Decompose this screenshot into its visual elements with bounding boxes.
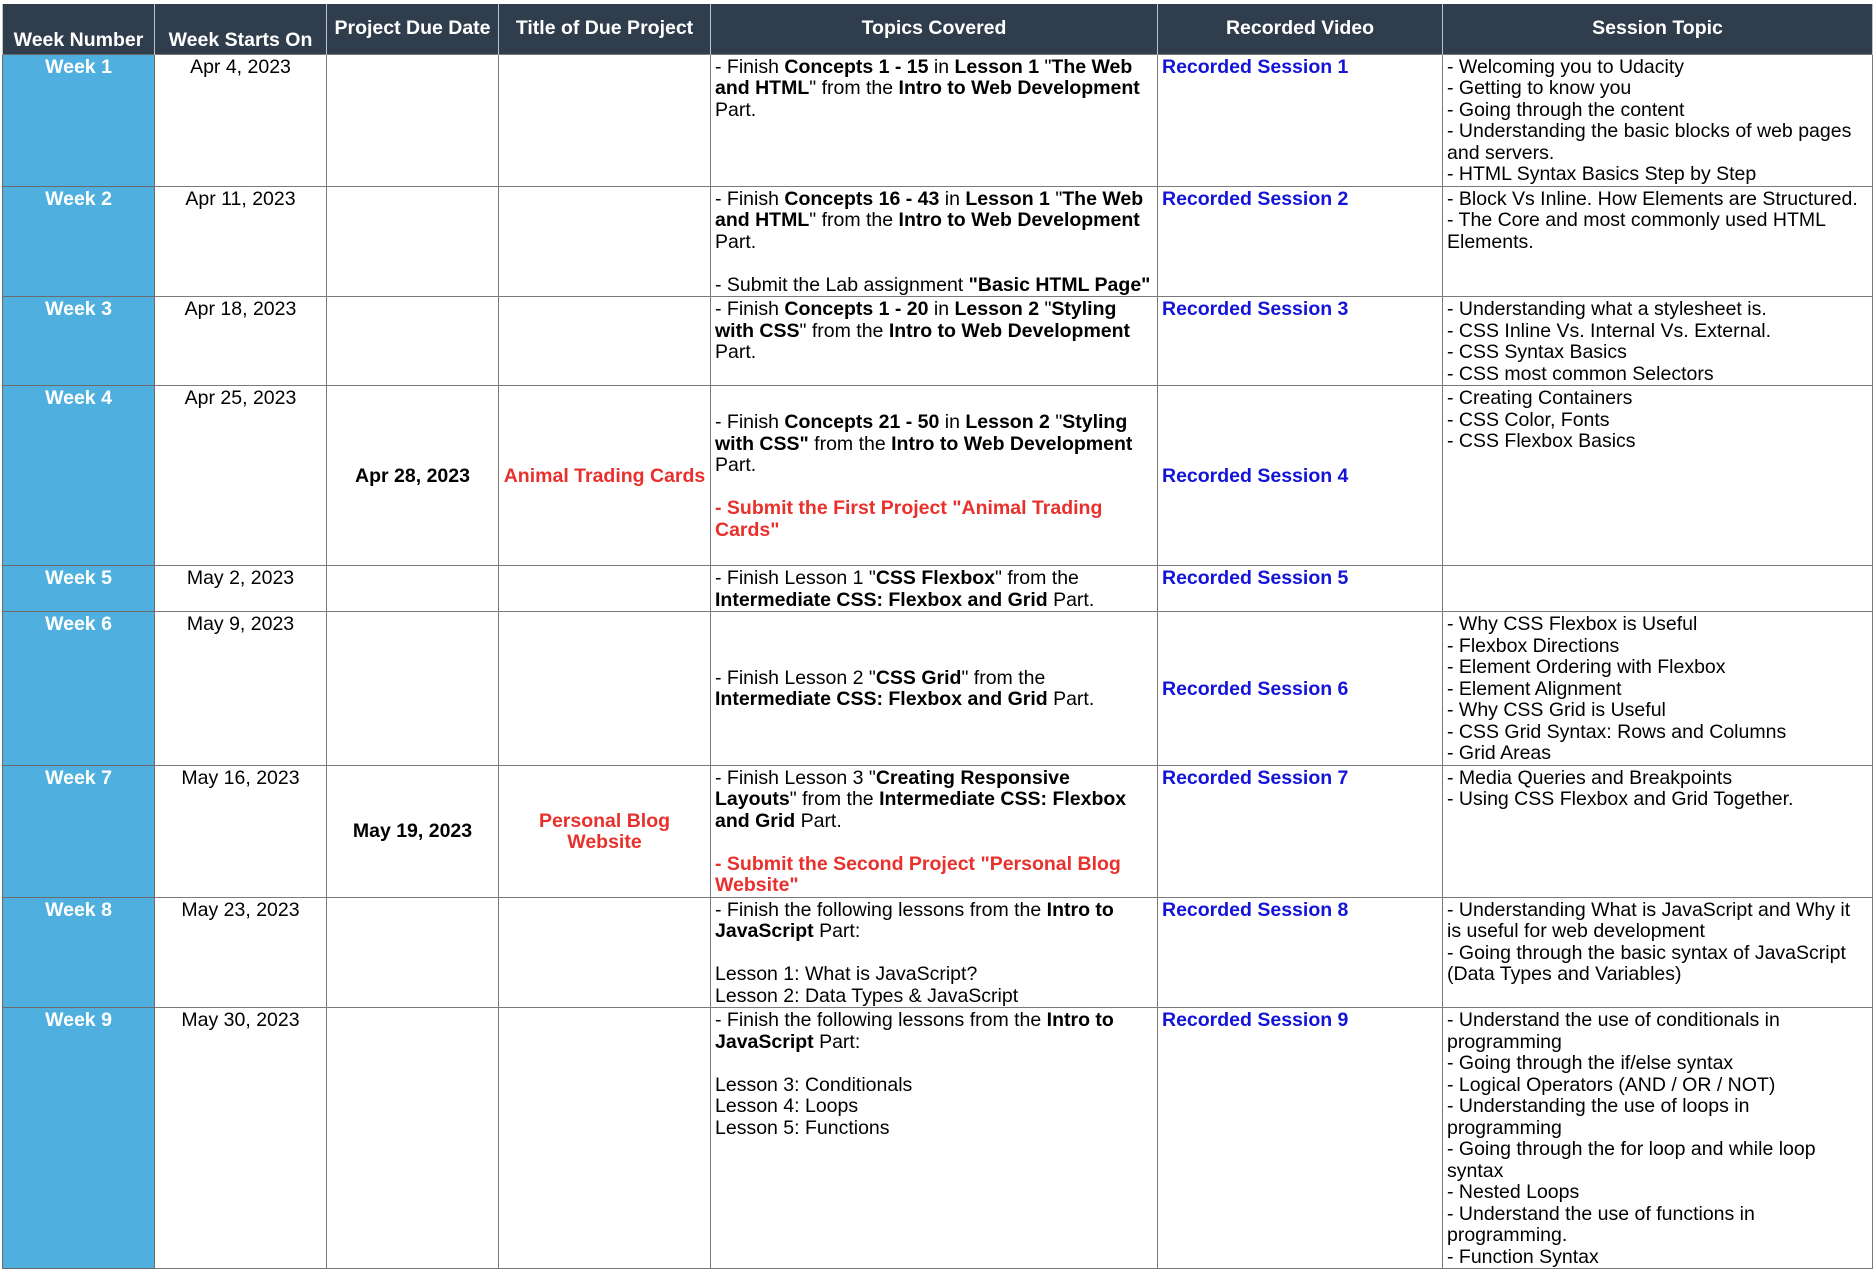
topic-text: - Submit the Lab assignment <box>715 273 969 296</box>
session-topic-item: - Function Syntax <box>1447 1245 1599 1268</box>
topic-line <box>715 1075 1153 1097</box>
week-number-cell[interactable] <box>3 297 155 386</box>
week-number-cell[interactable] <box>3 386 155 566</box>
blank-line <box>715 943 1153 965</box>
project-title-cell[interactable] <box>499 612 711 766</box>
recorded-session-link[interactable]: Recorded Session 3 <box>1162 298 1349 320</box>
header-session-topic[interactable]: Session Topic <box>1443 4 1873 54</box>
topic-text: Concepts 16 - 43 <box>784 187 940 210</box>
project-title-cell[interactable] <box>499 297 711 386</box>
session-topic-item: - Element Alignment <box>1447 677 1622 700</box>
topics-covered-cell[interactable] <box>711 1008 1158 1269</box>
topic-line <box>715 900 1153 943</box>
project-due-date-cell[interactable] <box>327 54 499 186</box>
topic-text: - Submit the Second Project "Personal Blog Website" <box>715 852 1121 896</box>
week-number-cell[interactable] <box>3 612 155 766</box>
topic-text: Intermediate CSS: Flexbox and Grid <box>715 688 1048 711</box>
session-topic-item: - HTML Syntax Basics Step by Step <box>1447 163 1757 185</box>
session-topic-item: - CSS Syntax Basics <box>1447 341 1627 363</box>
session-topic-cell[interactable] <box>1443 897 1873 1008</box>
topic-text: - Finish Lesson 3 " <box>715 766 876 789</box>
topics-covered-cell[interactable] <box>711 897 1158 1008</box>
recorded-video-cell[interactable] <box>1158 54 1443 186</box>
topic-text: - Finish Lesson 1 " <box>715 567 876 589</box>
week-start-date: May 23, 2023 <box>181 898 300 921</box>
week-start-cell[interactable] <box>155 897 327 1008</box>
topic-line <box>715 412 1153 477</box>
topic-text: Intermediate CSS: Flexbox and Grid <box>715 788 1127 832</box>
topic-text: in <box>939 411 966 433</box>
week-label: Week 3 <box>45 298 112 320</box>
topic-text: " from the <box>809 209 899 231</box>
topic-text: The Web and HTML <box>715 187 1144 231</box>
topic-text: Intro to JavaScript <box>715 1009 1114 1053</box>
header-title-of-due-project[interactable]: Title of Due Project <box>499 4 711 54</box>
session-topic-cell[interactable] <box>1443 1008 1873 1269</box>
session-topic-item: - CSS most common Selectors <box>1447 362 1714 385</box>
topic-text: Intro to Web Development <box>891 432 1133 455</box>
recorded-session-link[interactable]: Recorded Session 1 <box>1162 55 1349 78</box>
project-due-date-cell[interactable] <box>327 386 499 566</box>
week-label: Week 9 <box>45 1009 112 1031</box>
session-topic-item: - CSS Flexbox Basics <box>1447 430 1636 452</box>
recorded-video-cell[interactable] <box>1158 297 1443 386</box>
project-due-date: Apr 28, 2023 <box>355 464 470 487</box>
project-title-cell[interactable] <box>499 765 711 897</box>
topic-text: - Finish <box>715 55 785 78</box>
session-topic-cell[interactable] <box>1443 612 1873 766</box>
table-row <box>3 566 1873 612</box>
topic-text: Styling with CSS" <box>715 411 1128 455</box>
session-topic-item: - Going through the if/else syntax <box>1447 1052 1734 1074</box>
project-due-date-cell[interactable] <box>327 566 499 612</box>
session-topic-item: - Why CSS Grid is Useful <box>1447 699 1666 721</box>
topic-text: "Basic HTML Page" <box>968 273 1151 296</box>
table-row <box>3 1008 1873 1269</box>
recorded-video-cell[interactable] <box>1158 566 1443 612</box>
topic-text: - Finish <box>715 298 785 320</box>
topic-line <box>715 275 1153 297</box>
project-due-date-cell[interactable] <box>327 765 499 897</box>
table-row <box>3 897 1873 1008</box>
topic-text: Lesson 4: Loops <box>715 1095 859 1117</box>
table-row <box>3 186 1873 297</box>
week-start-cell[interactable] <box>155 566 327 612</box>
topic-text: " <box>1049 187 1063 210</box>
topic-text: Concepts 1 - 15 <box>784 55 929 78</box>
week-number-cell[interactable] <box>3 566 155 612</box>
topic-text: Part. <box>715 454 757 476</box>
table-body <box>3 54 1873 1269</box>
table-row <box>3 54 1873 186</box>
project-due-date-cell[interactable] <box>327 297 499 386</box>
topic-line <box>715 768 1153 833</box>
session-topic-item: - Grid Areas <box>1447 742 1552 764</box>
topic-text: in <box>928 298 955 320</box>
topic-line <box>715 568 1153 611</box>
topics-covered-cell[interactable] <box>711 765 1158 897</box>
session-topic-cell[interactable] <box>1443 54 1873 186</box>
topic-text: " from the <box>789 788 880 810</box>
topic-text: " from the <box>809 77 899 99</box>
project-title-cell[interactable] <box>499 897 711 1008</box>
session-topic-item: - Understanding What is JavaScript and Why it is useful for web development <box>1447 898 1851 942</box>
week-start-cell[interactable] <box>155 765 327 897</box>
week-label: Week 6 <box>45 613 112 635</box>
topic-text: in <box>939 187 966 210</box>
table-row <box>3 386 1873 566</box>
project-title-cell[interactable] <box>499 1008 711 1269</box>
topic-text: Part. <box>1047 688 1095 711</box>
week-start-cell[interactable] <box>155 612 327 766</box>
blank-line <box>715 477 1153 499</box>
topic-text: " <box>1039 55 1052 78</box>
header-project-due-date[interactable]: Project Due Date <box>327 4 499 54</box>
topic-line <box>715 668 1153 711</box>
session-topic-item: - Media Queries and Breakpoints <box>1447 766 1733 789</box>
project-title-cell[interactable] <box>499 54 711 186</box>
topic-text: Lesson 2 <box>965 411 1050 433</box>
topic-text: CSS Grid <box>875 666 962 689</box>
recorded-session-link[interactable]: Recorded Session 6 <box>1162 677 1349 700</box>
recorded-session-link[interactable]: Recorded Session 8 <box>1162 898 1349 921</box>
header-topics-covered[interactable]: Topics Covered <box>711 4 1158 54</box>
topic-line <box>715 189 1153 254</box>
topic-line <box>715 57 1153 122</box>
session-topic-item: - Flexbox Directions <box>1447 634 1620 657</box>
week-start-date: May 9, 2023 <box>186 613 295 635</box>
session-topic-item: - The Core and most commonly used HTML Elements. <box>1447 209 1826 253</box>
project-due-date-cell[interactable] <box>327 186 499 297</box>
table-row <box>3 765 1873 897</box>
topic-text: Part. <box>715 341 757 363</box>
week-start-date: Apr 25, 2023 <box>184 387 297 409</box>
topic-text: Part: <box>813 1030 861 1053</box>
topics-covered-cell[interactable] <box>711 297 1158 386</box>
project-due-date: May 19, 2023 <box>352 820 473 843</box>
week-start-date: May 2, 2023 <box>186 567 295 589</box>
week-number-cell[interactable] <box>3 54 155 186</box>
session-topic-item: - CSS Inline Vs. Internal Vs. External. <box>1447 319 1772 342</box>
topic-text: - Finish <box>715 187 785 210</box>
project-title: Personal Blog Website <box>538 809 671 853</box>
project-due-date-cell[interactable] <box>327 897 499 1008</box>
topic-text: Lesson 5: Functions <box>715 1116 890 1139</box>
week-start-cell[interactable] <box>155 297 327 386</box>
topic-text: " from the <box>799 319 889 342</box>
topics-covered-cell[interactable] <box>711 612 1158 766</box>
header-week-number[interactable]: Week Number <box>3 4 155 54</box>
project-title-cell[interactable] <box>499 566 711 612</box>
blank-line <box>715 1053 1153 1075</box>
topic-text: Part. <box>1047 588 1095 611</box>
recorded-session-link[interactable]: Recorded Session 7 <box>1162 766 1349 789</box>
session-topic-item: - Going through the basic syntax of JavaScript (Data Types and Variables) <box>1447 941 1846 985</box>
topics-covered-cell[interactable] <box>711 186 1158 297</box>
recorded-video-cell[interactable] <box>1158 765 1443 897</box>
topic-text: Lesson 3: Conditionals <box>715 1073 913 1096</box>
session-topic-item: - Using CSS Flexbox and Grid Together. <box>1447 788 1794 810</box>
topic-text: Lesson 1 <box>954 55 1040 78</box>
recorded-video-cell[interactable] <box>1158 612 1443 766</box>
session-topic-cell[interactable] <box>1443 386 1873 566</box>
topic-text: Lesson 1: What is JavaScript? <box>715 963 978 985</box>
week-label: Week 2 <box>45 187 112 210</box>
project-due-date-cell[interactable] <box>327 1008 499 1269</box>
week-start-date: Apr 11, 2023 <box>185 187 296 210</box>
week-number-cell[interactable] <box>3 897 155 1008</box>
recorded-video-cell[interactable] <box>1158 386 1443 566</box>
week-number-cell[interactable] <box>3 765 155 897</box>
project-title: Animal Trading Cards <box>503 464 706 487</box>
project-title-cell[interactable] <box>499 386 711 566</box>
week-start-date: May 30, 2023 <box>181 1009 300 1031</box>
session-topic-item: - Logical Operators (AND / OR / NOT) <box>1447 1073 1776 1096</box>
topic-text: - Finish the following lessons from the <box>715 1009 1047 1031</box>
topic-text: from the <box>808 432 892 455</box>
topic-line <box>715 299 1153 364</box>
session-topic-item: - Creating Containers <box>1447 387 1633 409</box>
blank-line <box>715 253 1153 275</box>
session-topic-item: - Nested Loops <box>1447 1181 1580 1203</box>
session-topic-cell[interactable] <box>1443 297 1873 386</box>
recorded-session-link[interactable]: Recorded Session 9 <box>1162 1009 1349 1031</box>
topic-line <box>715 1010 1153 1053</box>
topic-line <box>715 1118 1153 1140</box>
session-topic-item: - Understanding the use of loops in programming <box>1447 1095 1750 1139</box>
session-topic-item: - Going through the content <box>1447 98 1685 121</box>
week-start-date: May 16, 2023 <box>181 766 300 789</box>
blank-line <box>715 832 1153 854</box>
topic-text: Lesson 2 <box>954 298 1040 320</box>
topics-covered-cell[interactable] <box>711 386 1158 566</box>
week-start-cell[interactable] <box>155 54 327 186</box>
topic-text: Part. <box>715 230 757 253</box>
topic-text: Intro to Web Development <box>898 77 1140 99</box>
recorded-video-cell[interactable] <box>1158 186 1443 297</box>
session-topic-cell[interactable] <box>1443 186 1873 297</box>
recorded-session-link[interactable]: Recorded Session 5 <box>1162 567 1349 589</box>
topic-line <box>715 1096 1153 1118</box>
recorded-session-link[interactable]: Recorded Session 4 <box>1162 464 1349 487</box>
week-number-cell[interactable] <box>3 186 155 297</box>
session-topic-item: - Block Vs Inline. How Elements are Structured. <box>1447 187 1858 210</box>
session-topic-item: - Going through the for loop and while loop syntax <box>1447 1138 1816 1182</box>
topic-text: - Finish the following lessons from the <box>715 898 1047 921</box>
recorded-session-link[interactable]: Recorded Session 2 <box>1162 187 1349 210</box>
week-start-date: Apr 18, 2023 <box>184 298 297 320</box>
topic-line <box>715 498 1153 541</box>
week-label: Week 1 <box>45 55 112 78</box>
session-topic-item: - Why CSS Flexbox is Useful <box>1447 613 1698 635</box>
header-row <box>3 4 1873 54</box>
week-start-cell[interactable] <box>155 386 327 566</box>
week-label: Week 4 <box>45 387 112 409</box>
session-topic-item: - CSS Color, Fonts <box>1447 408 1610 431</box>
recorded-video-cell[interactable] <box>1158 1008 1443 1269</box>
topic-text: Intro to Web Development <box>888 319 1131 342</box>
topic-text: Lesson 2: Data Types & JavaScript <box>715 984 1019 1007</box>
topic-text: - Finish Lesson 2 " <box>715 666 876 689</box>
topic-text: " from the <box>961 666 1046 689</box>
topic-text: in <box>928 55 955 78</box>
topic-line <box>715 854 1153 897</box>
project-title-cell[interactable] <box>499 186 711 297</box>
recorded-video-cell[interactable] <box>1158 897 1443 1008</box>
topic-text: Intermediate CSS: Flexbox and Grid <box>715 588 1048 611</box>
topic-text: Part. <box>715 98 757 121</box>
week-start-date: Apr 4, 2023 <box>190 55 291 78</box>
topic-text: " <box>1039 298 1052 320</box>
topic-text: The Web and HTML <box>715 55 1133 99</box>
topic-text: Intro to JavaScript <box>715 898 1114 942</box>
topic-text: Creating Responsive Layouts <box>715 766 1070 810</box>
week-label: Week 7 <box>45 766 112 789</box>
week-label: Week 8 <box>45 898 112 921</box>
session-topic-item: - Welcoming you to Udacity <box>1447 55 1684 78</box>
session-topic-item: - Understand the use of functions in programming. <box>1447 1202 1755 1246</box>
session-topic-item: - Getting to know you <box>1447 77 1632 99</box>
session-topic-item: - Element Ordering with Flexbox <box>1447 656 1726 678</box>
week-number-cell[interactable] <box>3 1008 155 1269</box>
topic-line <box>715 986 1153 1008</box>
session-topic-item: - Understand the use of conditionals in programming <box>1447 1009 1780 1053</box>
header-recorded-video[interactable]: Recorded Video <box>1158 4 1443 54</box>
topic-text: Part. <box>795 809 842 832</box>
topic-text: Lesson 1 <box>965 187 1050 210</box>
week-label: Week 5 <box>45 567 112 589</box>
topic-text: Concepts 1 - 20 <box>784 298 929 320</box>
topic-text: " <box>1049 411 1063 433</box>
topic-text: Concepts 21 - 50 <box>784 411 940 433</box>
topic-text: Styling with CSS <box>715 298 1117 342</box>
topic-text: - Finish <box>715 411 785 433</box>
session-topic-item: - Understanding the basic blocks of web pages and servers. <box>1447 120 1852 164</box>
project-due-date-cell[interactable] <box>327 612 499 766</box>
schedule-table <box>2 4 1873 1269</box>
week-start-cell[interactable] <box>155 186 327 297</box>
topic-text: - Submit the First Project "Animal Trading Cards" <box>715 497 1103 541</box>
topics-covered-cell[interactable] <box>711 566 1158 612</box>
session-topic-item: - CSS Grid Syntax: Rows and Columns <box>1447 720 1787 743</box>
session-topic-cell[interactable] <box>1443 566 1873 612</box>
topic-text: " from the <box>995 567 1079 589</box>
session-topic-cell[interactable] <box>1443 765 1873 897</box>
table-row <box>3 612 1873 766</box>
topic-line <box>715 964 1153 986</box>
session-topic-item: - Understanding what a stylesheet is. <box>1447 298 1767 320</box>
topics-covered-cell[interactable] <box>711 54 1158 186</box>
table-row <box>3 297 1873 386</box>
week-start-cell[interactable] <box>155 1008 327 1269</box>
topic-text: CSS Flexbox <box>875 567 996 589</box>
topic-text: Part: <box>813 920 861 942</box>
topic-text: Intro to Web Development <box>898 209 1140 231</box>
header-week-starts-on[interactable]: Week Starts On <box>155 4 327 54</box>
